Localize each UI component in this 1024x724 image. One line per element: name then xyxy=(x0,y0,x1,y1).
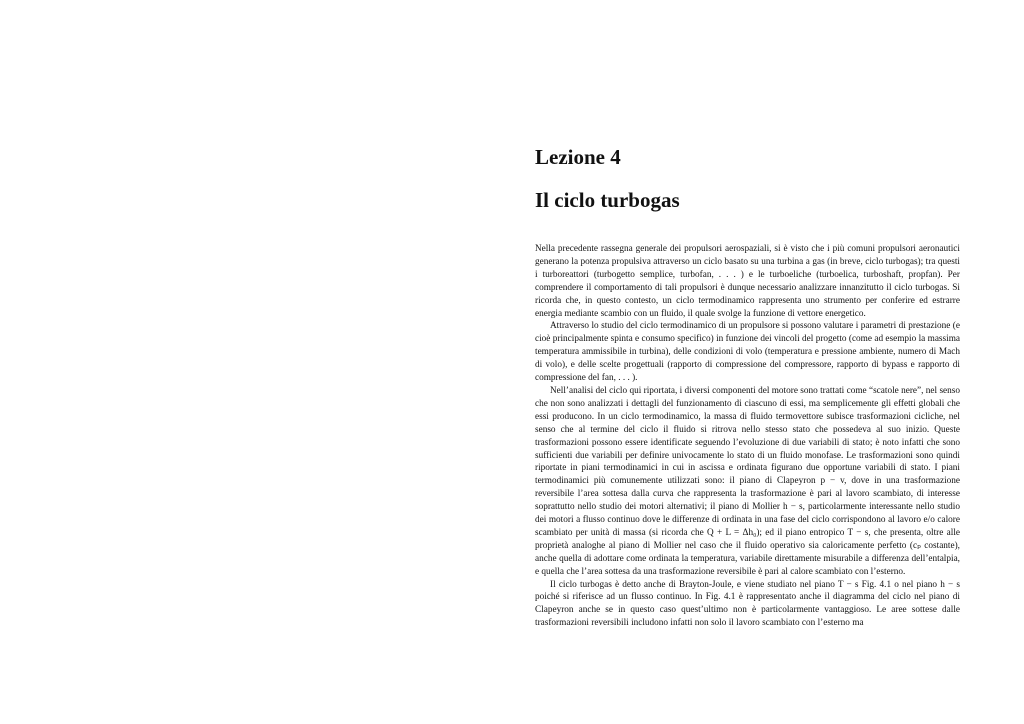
document-page xyxy=(535,0,960,724)
chapter-title: Il ciclo turbogas xyxy=(535,188,680,212)
paragraph-brayton: Il ciclo turbogas è detto anche di Brayton-Joule, e viene studiato nel piano T − s Fig. 4.1 o nel piano h − s poiché si riferisce ad un flusso continuo. In Fig. 4.1 è rappresentato anche il diagramma del ciclo nel piano di Clapeyron anche se in questo caso quest’ultimo non è particolarmente vantaggioso. Le aree sottese dalle trasformazioni reversibili includono infatti non solo il lavoro scambiato con l’esterno ma xyxy=(535,579,960,629)
chapter-number: Lezione 4 xyxy=(535,145,621,169)
paragraph-analysis: Nell’analisi del ciclo qui riportata, i diversi componenti del motore sono trattati come “scatole nere”, nel senso che non sono analizzati i dettagli del funzionamento di ciascuno di essi, ma semplicemente gli effetti globali che essi producono. In un ciclo termodinamico, la massa di fluido termovettore subisce trasformazioni cicliche, nel senso che al termine del ciclo il fluido si ritrova nello stesso stato che possedeva al suo inizio. Queste trasformazioni possono essere identificate seguendo l’evoluzione di due variabili di stato; è noto infatti che sono sufficienti due variabili per definire univocamente lo stato di un fluido monofase. Le trasformazioni sono quindi riportate in piani termodinamici in cui in ascissa e ordinata figurano due opportune variabili di stato. I piani termodinamici più comunemente utilizzati sono: il piano di Clapeyron p − v, dove in una trasformazione reversibile l’area sottesa dalla curva che rappresenta la trasformazione è pari al lavoro scambiato, di interesse soprattutto nello studio dei motori alternativi; il piano di Mollier h − s, particolarmente interessante nello studio dei motori a flusso continuo dove le differenze di ordinata in una fase del ciclo corrispondono al lavoro e/o calore scambiato per unità di massa (si ricorda che Q + L = Δh₀); ed il piano entropico T − s, che presenta, oltre alle proprietà analoghe al piano di Mollier nel caso che il fluido operativo sia caloricamente perfetto (cₚ costante), anche quella di adottare come ordinata la temperatura, variabile direttamente misurabile a differenza dell’entalpia, e quella che l’area sottesa da una trasformazione reversibile è pari al calore scambiato con l’esterno. xyxy=(535,385,960,577)
paragraph-intro: Nella precedente rassegna generale dei propulsori aerospaziali, si è visto che i più comuni propulsori aeronautici generano la potenza propulsiva attraverso un ciclo basato su una turbina a gas (in breve, ciclo turbogas); tra questi i turboreattori (turbogetto semplice, turbofan, . . . ) e le turboeliche (turboelica, turboshaft, propfan). Per comprendere il comportamento di tali propulsori è dunque necessario analizzare innanzitutto il ciclo turbogas. Si ricorda che, in questo contesto, un ciclo termodinamico rappresenta uno strumento per conferire ed estrarre energia mediante scambio con un fluido, il quale svolge la funzione di vettore energetico. xyxy=(535,244,960,319)
paragraph-cycle-study: Attraverso lo studio del ciclo termodinamico di un propulsore si possono valutare i parametri di prestazione (e cioè principalmente spinta e consumo specifico) in funzione dei vincoli del progetto (come ad esempio la massima temperatura ammissibile in turbina), delle condizioni di volo (temperatura e pressione ambiente, numero di Mach di volo), e delle scelte progettuali (rapporto di compressione del compressore, rapporto di bypass e rapporto di compressione del fan, . . . ). xyxy=(535,321,960,384)
body-text xyxy=(535,243,960,630)
